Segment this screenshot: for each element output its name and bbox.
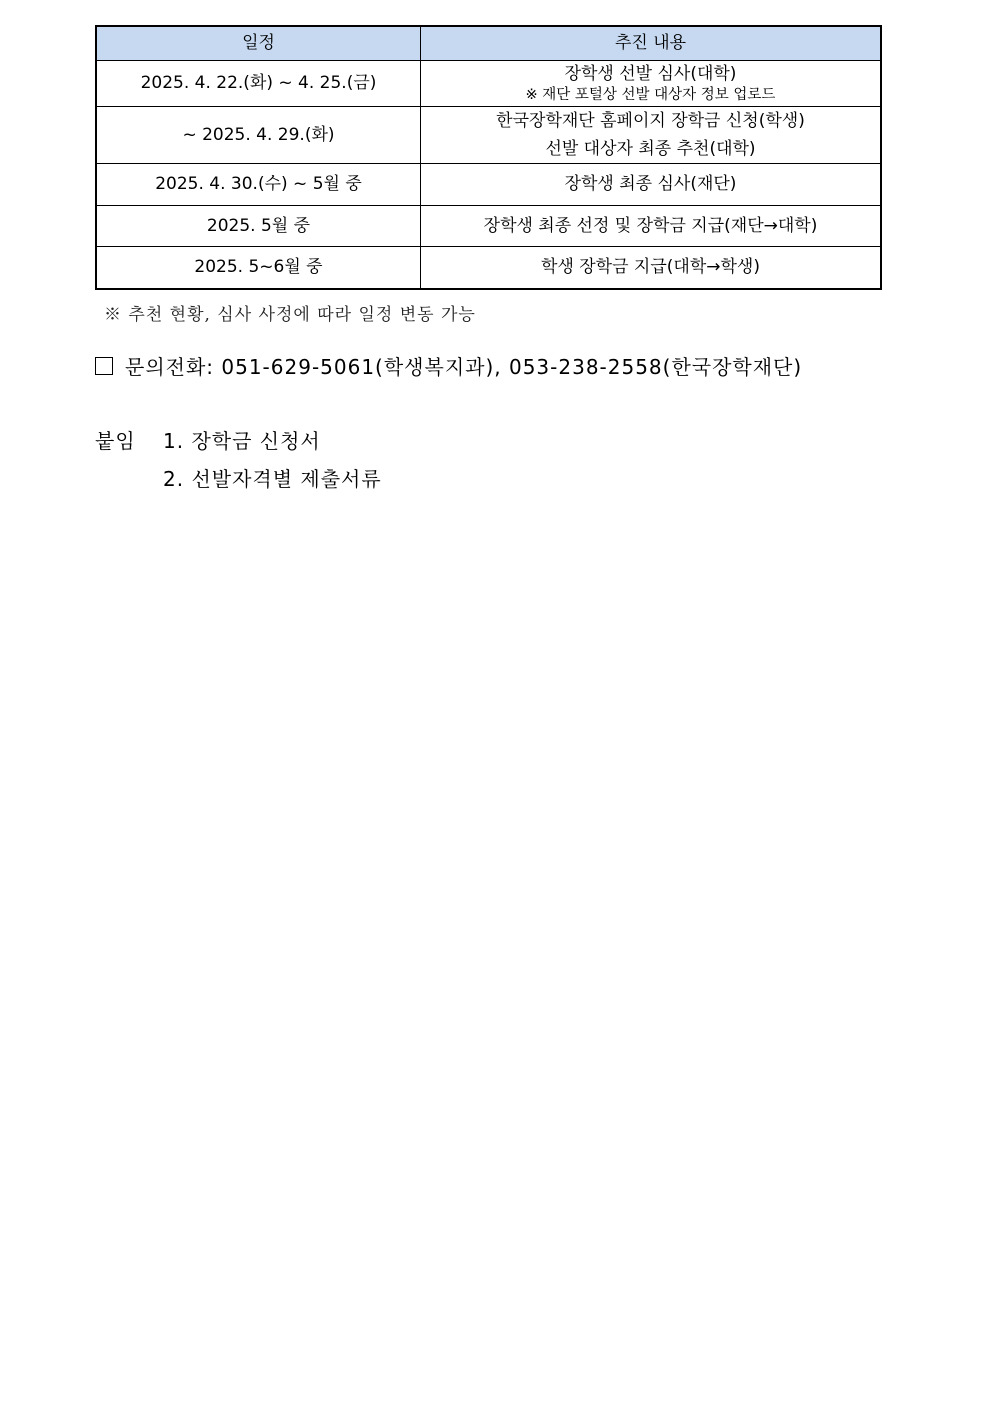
content-line: 장학생 선발 심사(대학) <box>564 63 737 84</box>
checkbox-icon <box>95 357 113 375</box>
contact-text: 문의전화: 051-629-5061(학생복지과), 053-238-2558(한국장학재단) <box>125 355 803 379</box>
row-date: 2025. 4. 22.(화) ~ 4. 25.(금) <box>96 61 421 107</box>
table-header-row <box>96 26 881 61</box>
header-content: 추진 내용 <box>421 26 882 61</box>
content-note: ※ 재단 포털상 선발 대상자 정보 업로드 <box>525 86 776 103</box>
contact-line <box>95 351 802 380</box>
table-row <box>96 61 881 107</box>
header-schedule: 일정 <box>96 26 421 61</box>
table-row <box>96 206 881 247</box>
content-line: 선발 대상자 최종 추천(대학) <box>545 139 756 160</box>
attachment-item: 2. 선발자격별 제출서류 <box>163 467 382 491</box>
content-line: 한국장학재단 홈페이지 장학금 신청(학생) <box>496 111 805 131</box>
row-content: 학생 장학금 지급(대학→학생) <box>421 247 882 289</box>
schedule-change-note: ※ 추천 현황, 심사 사정에 따라 일정 변동 가능 <box>104 305 476 325</box>
row-content: 장학생 최종 심사(재단) <box>421 164 882 206</box>
attachment-item: 1. 장학금 신청서 <box>163 429 321 453</box>
schedule-table <box>95 25 882 290</box>
row-date: 2025. 5월 중 <box>96 206 421 247</box>
attachments-label: 붙임 <box>95 429 136 453</box>
table-row <box>96 247 881 289</box>
table-row <box>96 164 881 206</box>
row-date: 2025. 5~6월 중 <box>96 247 421 289</box>
row-date: 2025. 4. 30.(수) ~ 5월 중 <box>96 164 421 206</box>
table-row <box>96 107 881 164</box>
row-date: ~ 2025. 4. 29.(화) <box>96 107 421 164</box>
row-content <box>421 107 882 164</box>
row-content <box>421 61 882 107</box>
row-content: 장학생 최종 선정 및 장학금 지급(재단→대학) <box>421 206 882 247</box>
